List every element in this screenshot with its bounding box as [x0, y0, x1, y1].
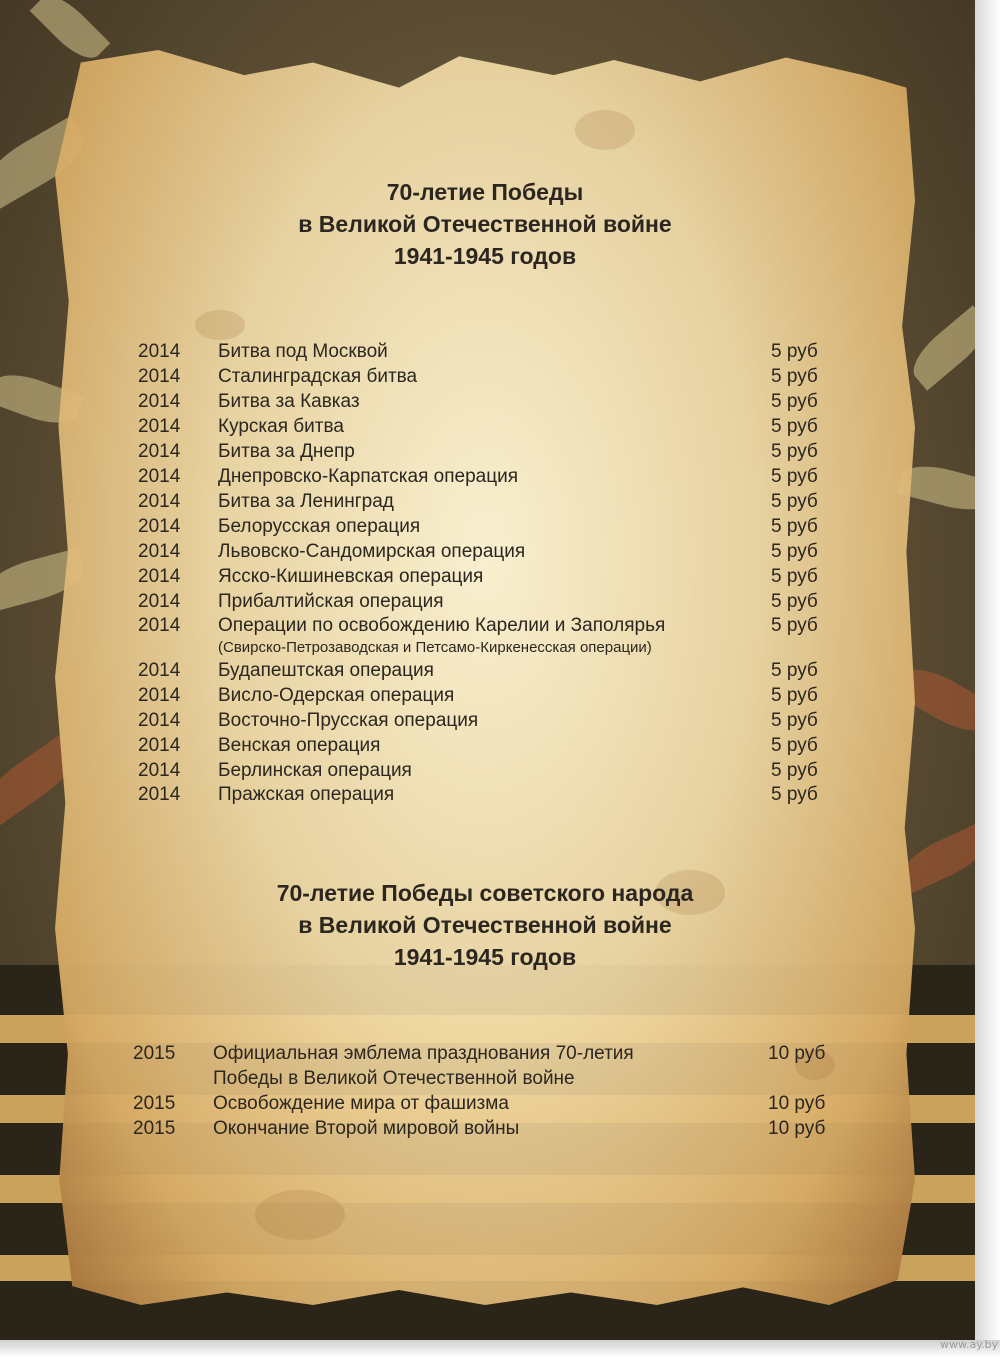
item-name: Битва за Кавказ	[218, 391, 360, 412]
item-year: 2014	[138, 710, 181, 731]
item-year: 2015	[133, 1043, 176, 1064]
heading-line: 70-летие Победы советского народа	[276, 880, 694, 906]
heading-line: в Великой Отечественной войне	[298, 211, 672, 237]
item-price: 5 руб	[771, 685, 818, 706]
item-price: 5 руб	[771, 541, 818, 562]
item-year: 2014	[138, 541, 181, 562]
item-price: 5 руб	[771, 416, 818, 437]
item-year: 2015	[133, 1118, 176, 1139]
item-year: 2014	[138, 735, 181, 756]
item-price: 5 руб	[771, 391, 818, 412]
item-price: 5 руб	[771, 466, 818, 487]
heading-line: 70-летие Победы	[386, 179, 584, 205]
item-name: Днепровско-Карпатская операция	[218, 466, 518, 487]
item-name: Львовско-Сандомирская операция	[218, 541, 526, 562]
item-year: 2015	[133, 1093, 176, 1114]
item-price: 5 руб	[771, 615, 818, 636]
item-name: Восточно-Прусская операция	[218, 710, 479, 731]
watermark: www.ay.by	[940, 1338, 999, 1351]
item-price: 10 руб	[768, 1043, 826, 1064]
item-price: 5 руб	[771, 341, 818, 362]
item-price: 5 руб	[771, 516, 818, 537]
item-name: Берлинская операция	[218, 760, 412, 781]
item-year: 2014	[138, 591, 181, 612]
item-price: 5 руб	[771, 366, 818, 387]
section1-heading	[60, 176, 910, 272]
item-price: 10 руб	[768, 1093, 826, 1114]
paper-stain	[255, 1190, 345, 1240]
item-name: Окончание Второй мировой войны	[213, 1118, 520, 1139]
item-name: Операции по освобождению Карелии и Заполярья	[218, 615, 666, 636]
item-price: 5 руб	[771, 710, 818, 731]
item-year: 2014	[138, 566, 181, 587]
scan-edge	[975, 0, 1000, 1357]
heading-line: в Великой Отечественной войне	[298, 912, 672, 938]
item-name: Прибалтийская операция	[218, 591, 444, 612]
item-year: 2014	[138, 685, 181, 706]
item-price: 5 руб	[771, 441, 818, 462]
item-price: 5 руб	[771, 566, 818, 587]
item-name: Освобождение мира от фашизма	[213, 1093, 509, 1114]
item-price: 5 руб	[771, 760, 818, 781]
item-price: 5 руб	[771, 491, 818, 512]
scan-edge	[0, 1340, 1000, 1357]
item-price: 10 руб	[768, 1118, 826, 1139]
paper-stain	[575, 110, 635, 150]
item-price: 5 руб	[771, 660, 818, 681]
item-year: 2014	[138, 391, 181, 412]
item-price: 5 руб	[771, 591, 818, 612]
item-name: Белорусская операция	[218, 516, 421, 537]
item-year: 2014	[138, 660, 181, 681]
item-name: Битва за Днепр	[218, 441, 355, 462]
item-name: Пражская операция	[218, 784, 395, 805]
item-note: (Свирско-Петрозаводская и Петсамо-Киркенесская операции)	[218, 639, 652, 656]
item-price: 5 руб	[771, 784, 818, 805]
heading-line: 1941-1945 годов	[393, 944, 577, 970]
item-name: Битва под Москвой	[218, 341, 388, 362]
item-name: Будапештская операция	[218, 660, 434, 681]
item-name: Битва за Ленинград	[218, 491, 394, 512]
item-year: 2014	[138, 466, 181, 487]
item-name: Сталинградская битва	[218, 366, 418, 387]
item-year: 2014	[138, 516, 181, 537]
item-year: 2014	[138, 366, 181, 387]
item-year: 2014	[138, 784, 181, 805]
item-name: Официальная эмблема празднования 70-летия	[213, 1043, 634, 1064]
section2-heading	[60, 877, 910, 973]
item-name: Висло-Одерская операция	[218, 685, 455, 706]
item-name: Венская операция	[218, 735, 381, 756]
heading-line: 1941-1945 годов	[393, 243, 577, 269]
item-price: 5 руб	[771, 735, 818, 756]
paper-stain	[195, 310, 245, 340]
item-year: 2014	[138, 760, 181, 781]
item-year: 2014	[138, 341, 181, 362]
item-name-continuation: Победы в Великой Отечественной войне	[213, 1068, 575, 1089]
item-year: 2014	[138, 491, 181, 512]
item-name: Курская битва	[218, 416, 344, 437]
item-year: 2014	[138, 416, 181, 437]
item-year: 2014	[138, 615, 181, 636]
item-name: Ясско-Кишиневская операция	[218, 566, 484, 587]
item-year: 2014	[138, 441, 181, 462]
